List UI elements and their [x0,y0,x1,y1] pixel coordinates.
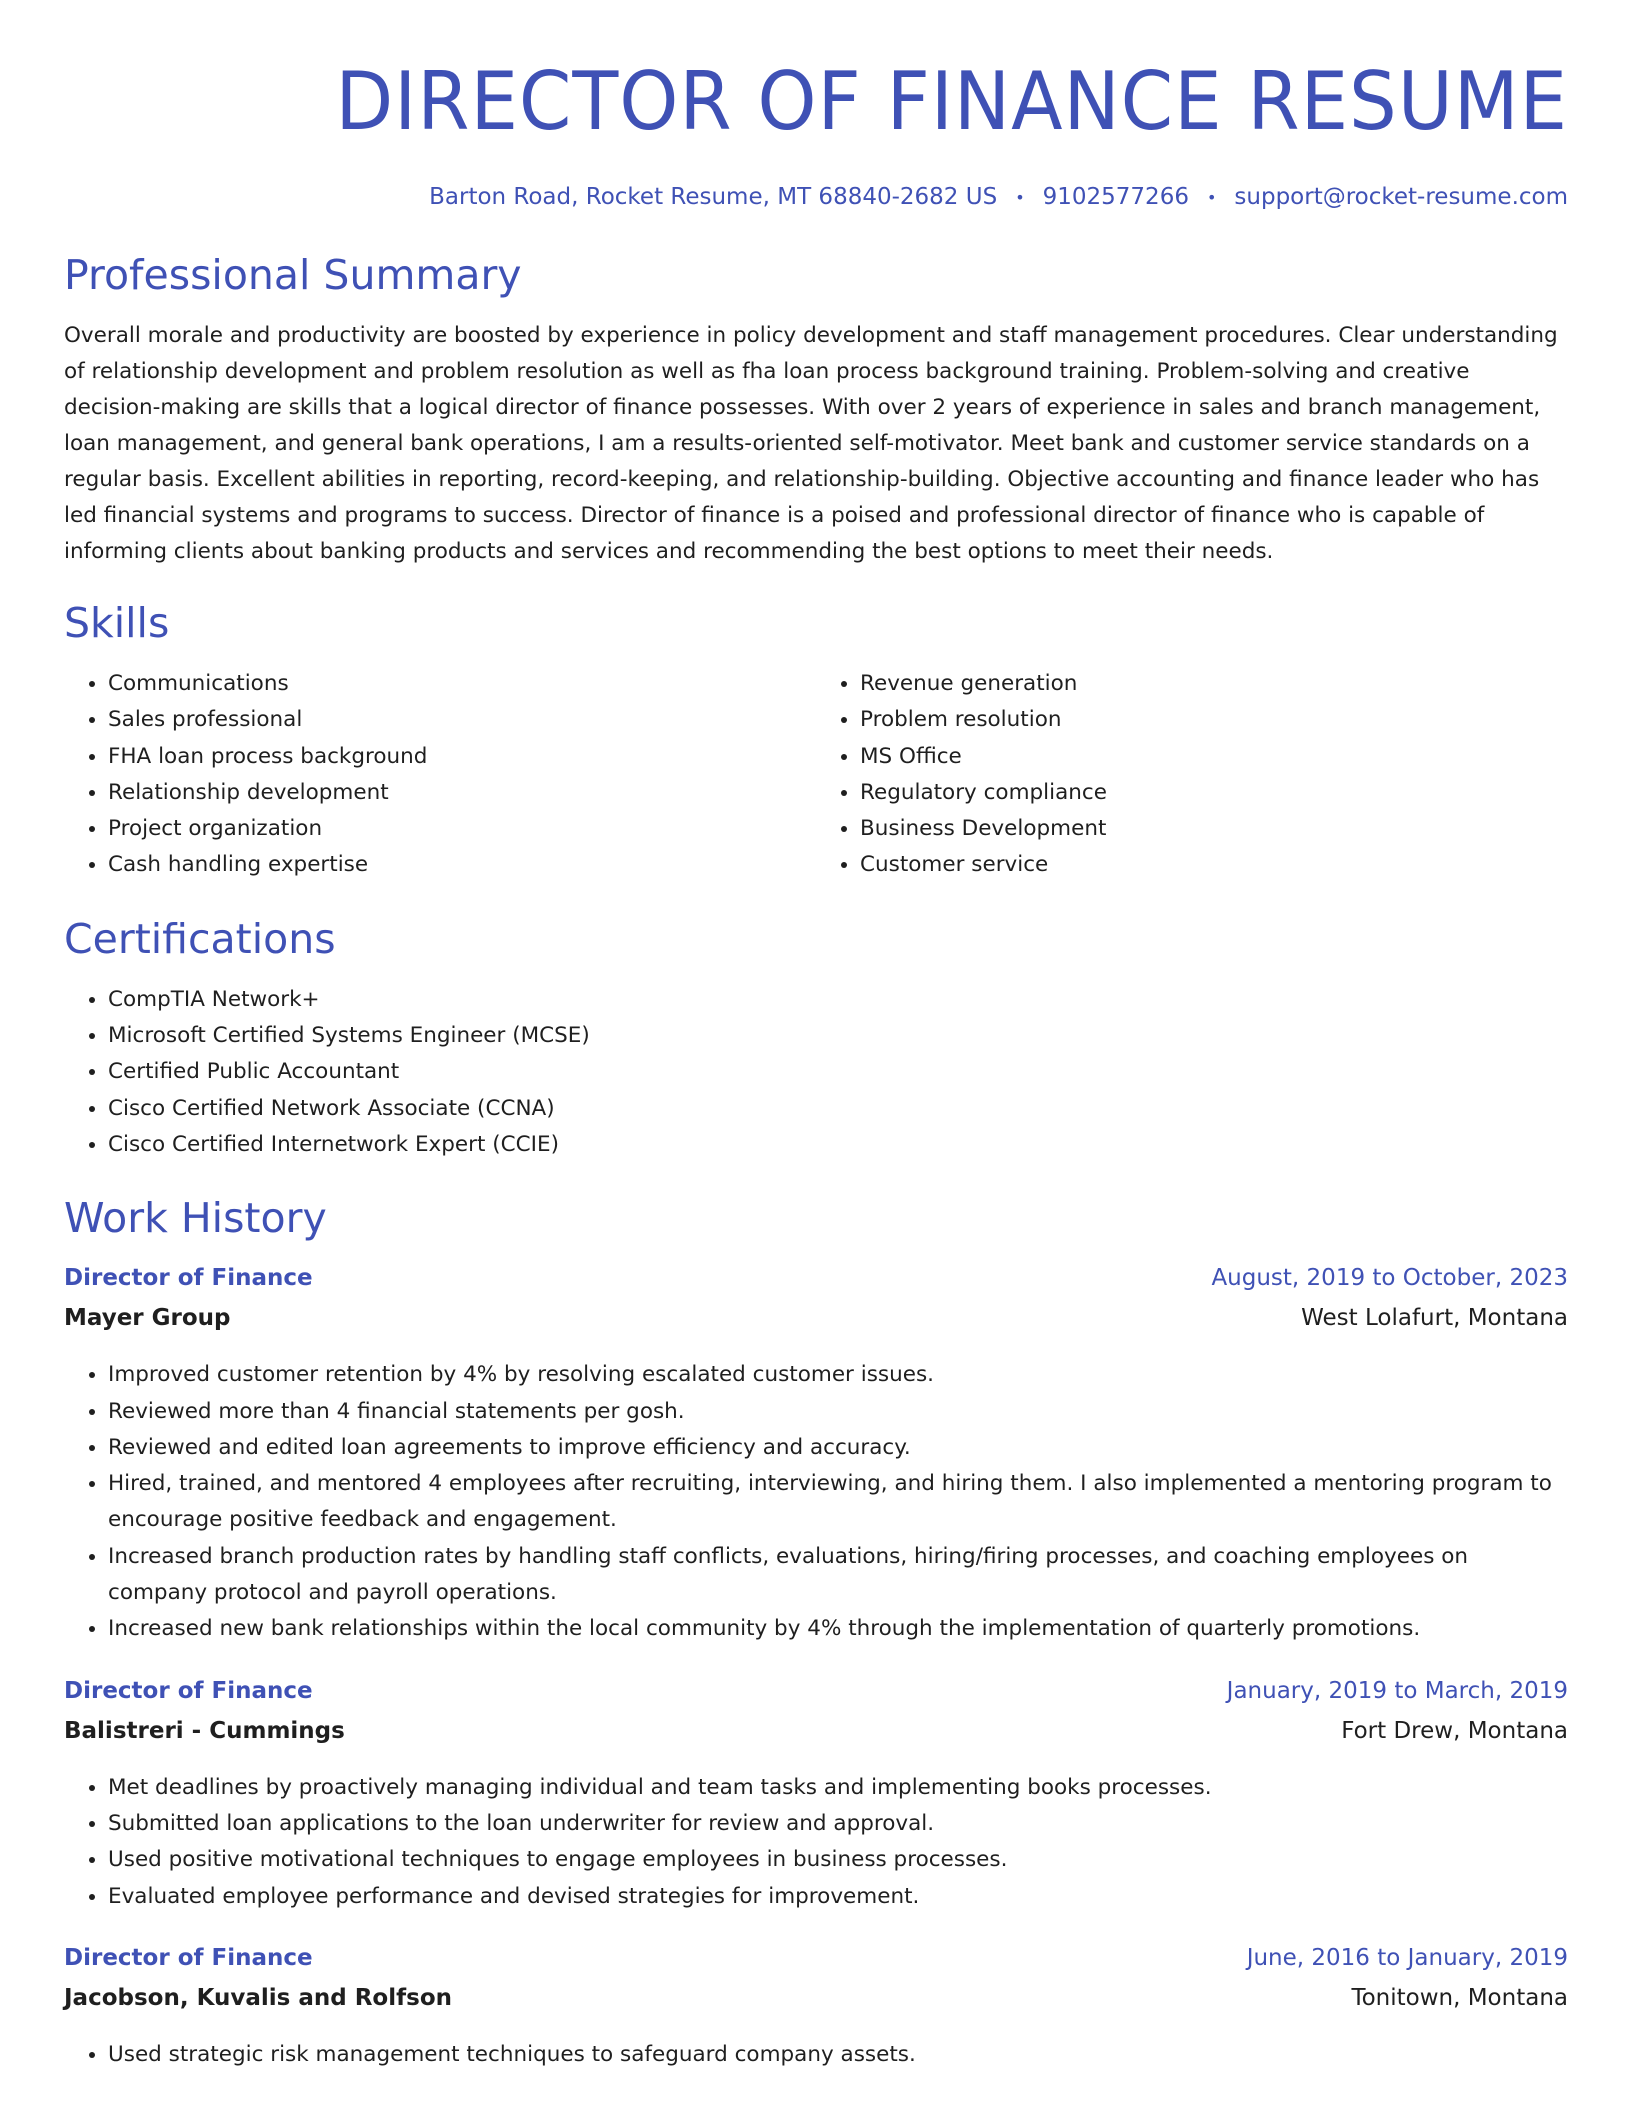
job-header [64,1265,1568,1305]
separator-dot-icon: • [1206,188,1217,207]
email-link[interactable]: support@rocket-resume.com [1234,184,1568,210]
job-entry [64,1945,1568,2073]
certification-item: • Microsoft Certified Systems Engineer (MCSE) [108,1018,1568,1054]
skill-item: • Revenue generation [860,666,1568,702]
job-dates: August, 2019 to October, 2023 [1211,1265,1568,1292]
job-subheader [64,1718,1568,1758]
address-text: Barton Road, Rocket Resume, MT 68840-2682 US [429,184,998,210]
job-company: Mayer Group [64,1305,231,1332]
job-title: Director of Finance [64,1677,313,1704]
skill-item: • Relationship development [108,775,816,811]
contact-line [64,184,1568,210]
job-subheader [64,1985,1568,2025]
job-bullets [64,2037,1568,2073]
job-bullet: • Reviewed more than 4 financial statements per gosh. [108,1394,1568,1430]
skill-item: • Project organization [108,811,816,847]
job-bullet: • Used positive motivational techniques to engage employees in business processes. [108,1842,1568,1878]
skill-item: • Cash handling expertise [108,847,816,883]
job-header [64,1678,1568,1718]
job-company: Balistreri - Cummings [64,1717,345,1744]
job-header [64,1945,1568,1985]
job-bullet: • Met deadlines by proactively managing individual and team tasks and implementing books processes. [108,1770,1568,1806]
skills-columns [64,666,1568,884]
job-bullet: • Increased new bank relationships within the local community by 4% through the implementation of quarterly promotions. [108,1611,1568,1647]
skill-item: • Communications [108,666,816,702]
job-bullet: • Reviewed and edited loan agreements to improve efficiency and accuracy. [108,1430,1568,1466]
job-title: Director of Finance [64,1944,313,1971]
job-subheader [64,1305,1568,1345]
certification-item: • CompTIA Network+ [108,982,1568,1018]
phone-text: 9102577266 [1042,184,1189,210]
job-bullets [64,1357,1568,1647]
job-dates: January, 2019 to March, 2019 [1226,1677,1568,1704]
job-bullet: • Used strategic risk management techniques to safeguard company assets. [108,2037,1568,2073]
skill-item: • Problem resolution [860,702,1568,738]
work-history-heading: Work History [64,1194,327,1243]
skill-item: • Regulatory compliance [860,775,1568,811]
certification-item: • Cisco Certified Network Associate (CCNA) [108,1091,1568,1127]
certification-item: • Certified Public Accountant [108,1054,1568,1090]
skill-item: • Sales professional [108,702,816,738]
skill-item: • Business Development [860,811,1568,847]
job-bullet: • Evaluated employee performance and devised strategies for improvement. [108,1879,1568,1915]
job-bullet: • Increased branch production rates by handling staff conflicts, evaluations, hiring/firing processes, and coaching employees on company protocol and payroll operations. [108,1539,1568,1612]
certification-item: • Cisco Certified Internetwork Expert (CCIE) [108,1127,1568,1163]
summary-heading: Professional Summary [64,251,522,299]
resume-header [64,0,1568,210]
job-entry [64,1678,1568,1915]
skill-item: • Customer service [860,847,1568,883]
separator-dot-icon: • [1015,188,1025,207]
job-dates: June, 2016 to January, 2019 [1246,1944,1568,1971]
job-entry [64,1265,1568,1647]
resume-title: DIRECTOR OF FINANCE RESUME [335,55,1569,148]
job-location: Tonitown, Montana [1351,1984,1568,2011]
skill-item: • FHA loan process background [108,739,816,775]
certifications-list [64,982,1568,1163]
job-bullet: • Improved customer retention by 4% by resolving escalated customer issues. [108,1357,1568,1393]
job-bullet: • Submitted loan applications to the loan underwriter for review and approval. [108,1806,1568,1842]
job-location: West Lolafurt, Montana [1301,1305,1568,1332]
summary-text: Overall morale and productivity are boosted by experience in policy development and staff management procedures. Clear understanding of relationship development and problem resolution as well as fha loan process background training. Problem-solving and creative decision-making are skills that a logical director of finance possesses. With over 2 years of experience in sales and branch management, loan management, and general bank operations, I am a results-oriented self-motivator. Meet bank and customer service standards on a regular basis. Excellent abilities in reporting, record-keeping, and relationship-building. Objective accounting and finance leader who has led financial systems and programs to success. Director of finance is a poised and professional director of finance who is capable of informing clients about banking products and services and recommending the best options to meet their needs. [64,323,1558,564]
skills-right-list [816,666,1568,884]
job-bullet: • Hired, trained, and mentored 4 employees after recruiting, interviewing, and hiring them. I also implemented a mentoring program to encourage positive feedback and engagement. [108,1466,1568,1539]
skills-heading: Skills [64,599,170,647]
job-company: Jacobson, Kuvalis and Rolfson [64,1984,452,2011]
job-title: Director of Finance [64,1265,313,1292]
skills-left-list [64,666,816,884]
skill-item: • MS Office [860,739,1568,775]
certifications-heading: Certifications [64,914,336,963]
job-bullets [64,1770,1568,1915]
job-location: Fort Drew, Montana [1341,1717,1568,1744]
